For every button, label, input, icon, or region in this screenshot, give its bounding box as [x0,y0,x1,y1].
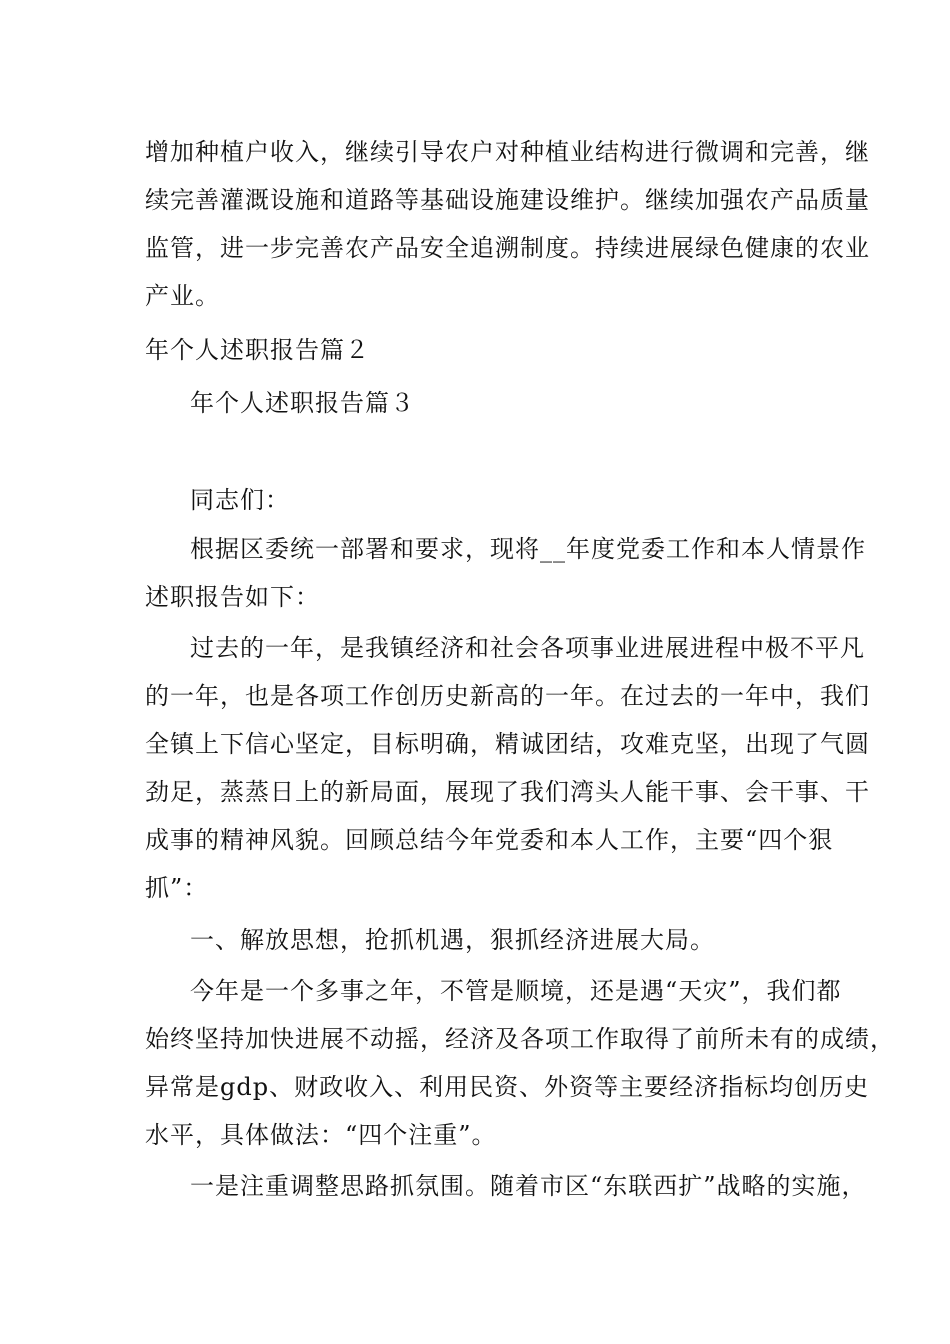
paragraph-line: 的一年，也是各项工作创历史新高的一年。在过去的一年中，我们 [145,682,870,710]
paragraph-line: 产业。 [145,282,220,310]
paragraph-line: 续完善灌溉设施和道路等基础设施建设维护。继续加强农产品质量 [145,186,870,214]
paragraph-line: 监管，进一步完善农产品安全追溯制度。持续进展绿色健康的农业 [145,234,870,262]
paragraph-line: 成事的精神风貌。回顾总结今年党委和本人工作，主要“四个狠 [145,826,834,854]
section-heading: 年个人述职报告篇３ [190,389,415,417]
paragraph-line: 过去的一年，是我镇经济和社会各项事业进展进程中极不平凡 [190,634,865,662]
paragraph-line: 始终坚持加快进展不动摇，经济及各项工作取得了前所未有的成绩， [145,1025,895,1053]
paragraph-line: 全镇上下信心坚定，目标明确，精诚团结，攻难克坚，出现了气圆 [145,730,870,758]
paragraph-line: 异常是gdp、财政收入、利用民资、外资等主要经济指标均创历史 [145,1073,870,1101]
paragraph-line: 一是注重调整思路抓氛围。随着市区“东联西扩”战略的实施， [190,1172,867,1200]
paragraph-line: 述职报告如下： [145,583,320,611]
paragraph-line: 今年是一个多事之年，不管是顺境，还是遇“天灾”，我们都 [190,977,842,1005]
paragraph-line: 根据区委统一部署和要求，现将__年度党委工作和本人情景作 [190,535,866,563]
subsection-heading: 一、解放思想，抢抓机遇，狠抓经济进展大局。 [190,926,715,954]
paragraph-line: 水平，具体做法：“四个注重”。 [145,1121,497,1149]
paragraph-line: 劲足，蒸蒸日上的新局面，展现了我们湾头人能干事、会干事、干 [145,778,870,806]
salutation: 同志们： [190,486,290,514]
section-heading: 年个人述职报告篇２ [145,336,370,364]
paragraph-line: 抓”： [145,874,209,902]
paragraph-line: 增加种植户收入，继续引导农户对种植业结构进行微调和完善，继 [145,138,870,166]
